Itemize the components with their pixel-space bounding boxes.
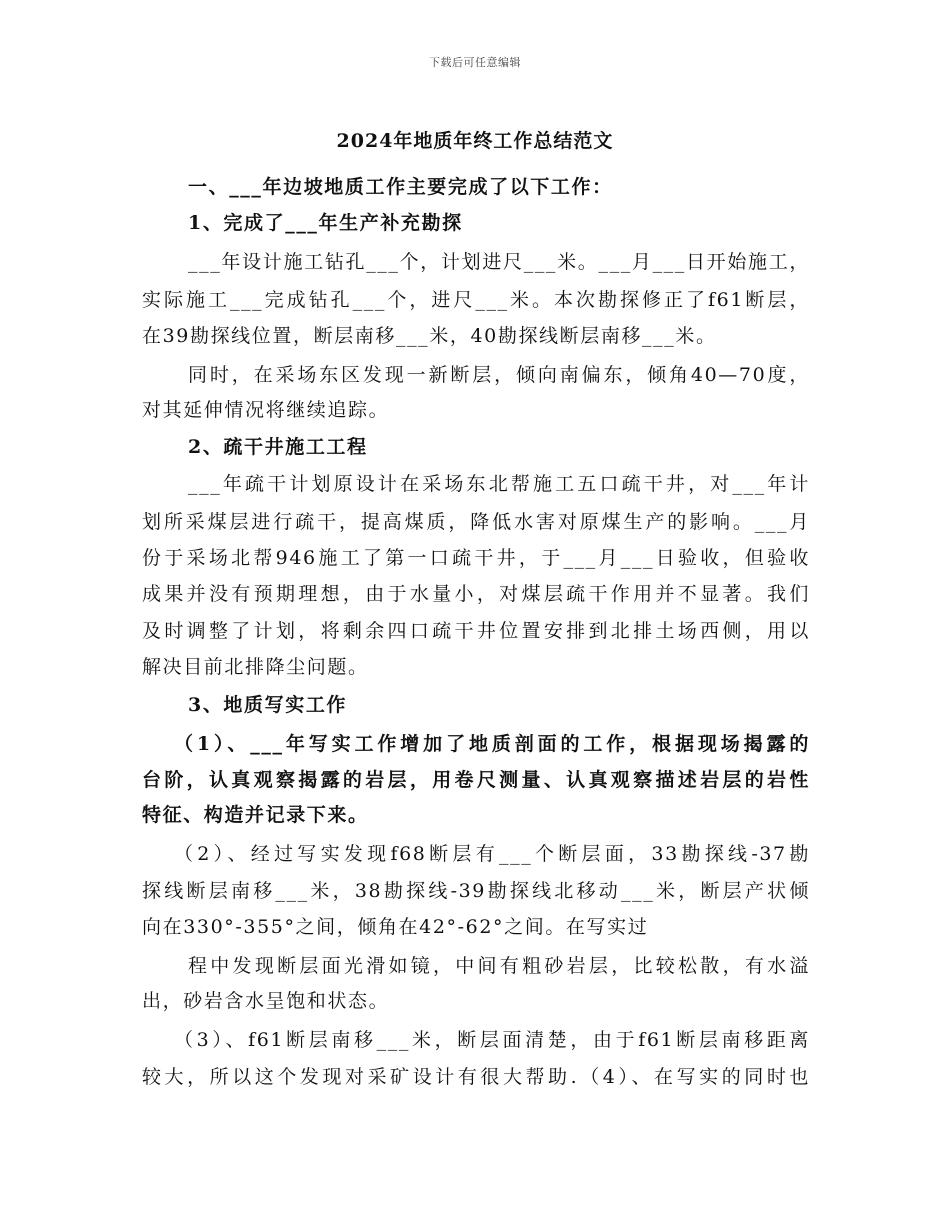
paragraph-line: 在39勘探线位置，断层南移___米，40勘探线断层南移___米。: [142, 325, 717, 347]
paragraph-line: 同时，在采场东区发现一新断层，倾向南偏东，倾角40—70度，: [188, 364, 810, 386]
document-title: 2024年地质年终工作总结范文: [336, 130, 614, 152]
paragraph-line: 向在330°-355°之间，倾角在42°-62°之间。在写实过: [142, 916, 649, 938]
paragraph-line-bold: 台阶，认真观察揭露的岩层，用卷尺测量、认真观察描述岩层的岩性: [142, 769, 810, 791]
paragraph-line-bold: （1）、___年写实工作增加了地质剖面的工作，根据现场揭露的: [174, 733, 810, 755]
subsection-heading-3: 3、地质写实工作: [188, 694, 348, 716]
paragraph-line: 出，砂岩含水呈饱和状态。: [142, 990, 390, 1012]
paragraph-line: 较大，所以这个发现对采矿设计有很大帮助.（4）、在写实的同时也: [142, 1066, 810, 1088]
paragraph-line: 份于采场北帮946施工了第一口疏干井，于___月___日验收，但验收: [142, 547, 810, 569]
paragraph-line: ___年设计施工钻孔___个，计划进尺___米。___月___日开始施工，: [188, 251, 810, 273]
subsection-heading-2: 2、疏干井施工工程: [188, 436, 368, 458]
paragraph-line: （2）、经过写实发现f68断层有___个断层面，33勘探线-37勘: [174, 843, 810, 865]
paragraph-line: 实际施工___完成钻孔___个，进尺___米。本次勘探修正了f61断层，: [142, 289, 810, 311]
paragraph-line-bold: 特征、构造并记录下来。: [142, 804, 369, 826]
paragraph-line: 及时调整了计划，将剩余四口疏干井位置安排到北排土场西侧，用以: [142, 620, 810, 642]
subsection-heading-1: 1、完成了___年生产补充勘探: [188, 212, 463, 234]
section-heading-1: 一、___年边坡地质工作主要完成了以下工作：: [188, 176, 613, 198]
paragraph-line: 对其延伸情况将继续追踪。: [142, 399, 390, 421]
page-header: 下载后可任意编辑: [429, 56, 521, 69]
paragraph-line: （3）、f61断层南移___米，断层面清楚，由于f61断层南移距离: [174, 1029, 810, 1051]
paragraph-line: 程中发现断层面光滑如镜，中间有粗砂岩层，比较松散，有水溢: [188, 955, 810, 977]
paragraph-line: ___年疏干计划原设计在采场东北帮施工五口疏干井，对___年计: [188, 473, 810, 495]
paragraph-line: 解决目前北排降尘问题。: [142, 656, 369, 678]
paragraph-line: 成果并没有预期理想，由于水量小，对煤层疏干作用并不显著。我们: [142, 583, 810, 605]
paragraph-line: 划所采煤层进行疏干，提高煤质，降低水害对原煤生产的影响。___月: [142, 511, 810, 533]
paragraph-line: 探线断层南移___米，38勘探线-39勘探线北移动___米，断层产状倾: [142, 880, 810, 902]
